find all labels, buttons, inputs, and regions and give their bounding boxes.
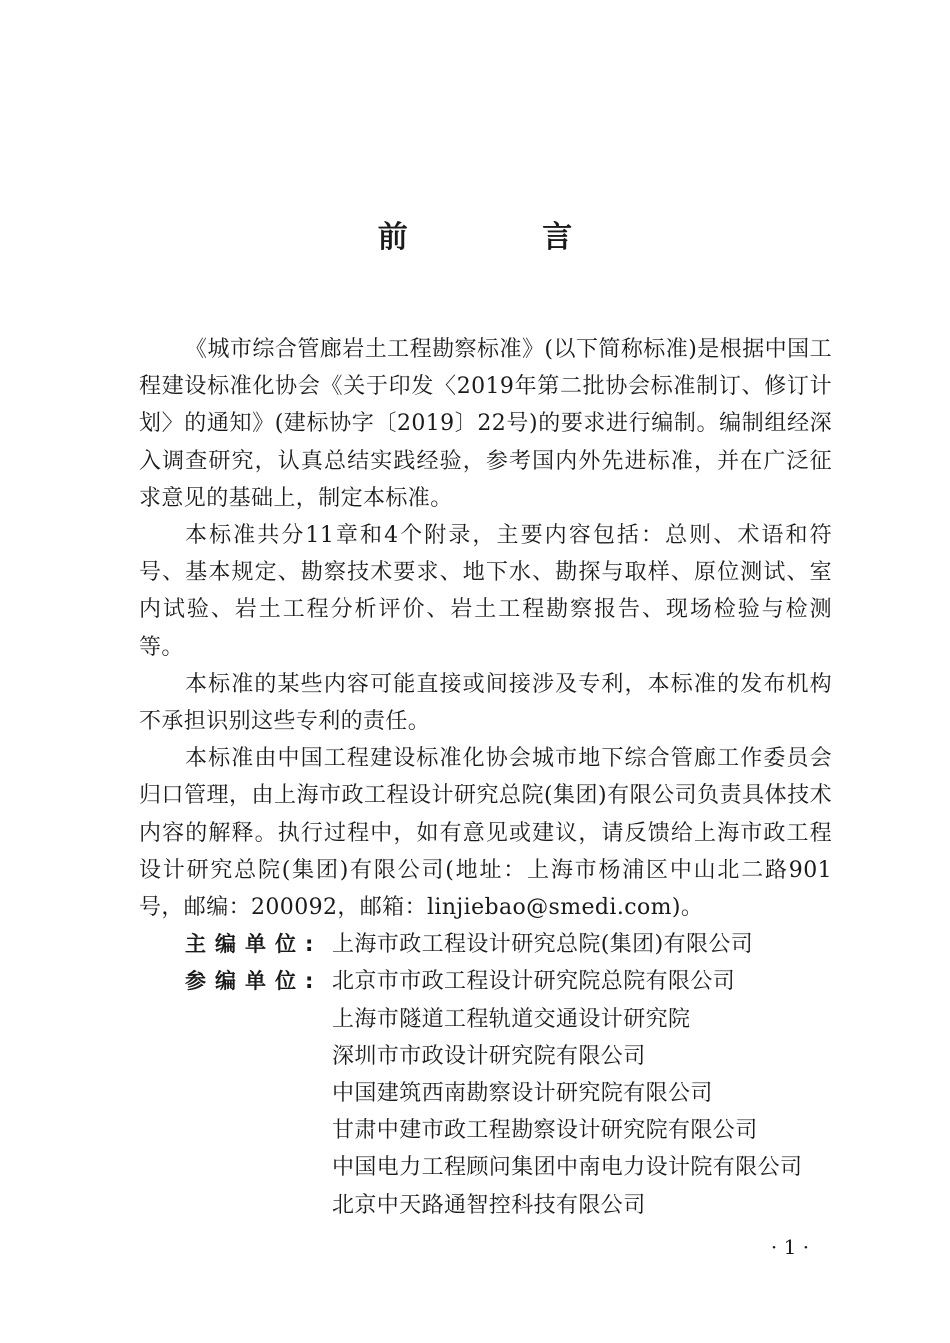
foreword-body	[139, 331, 832, 1224]
page-title: 前 言	[377, 220, 635, 255]
paragraph-origin: 《城市综合管廊岩土工程勘察标准》(以下简称标准)是根据中国工程建设标准化协会《关于印发〈2019年第二批协会标准制订、修订计划〉的通知》(建标协字〔2019〕22号)的要求进行编制。编制组经深入调查研究，认真总结实践经验，参考国内外先进标准，并在广泛征求意见的基础上，制定本标准。	[139, 337, 832, 511]
paragraph-patent: 本标准的某些内容可能直接或间接涉及专利，本标准的发布机构不承担识别这些专利的责任。	[139, 671, 832, 735]
participant-unit: 上海市隧道工程轨道交通设计研究院	[332, 1006, 691, 1032]
chief-editor-row	[139, 926, 832, 963]
participant-unit: 甘肃中建市政工程勘察设计研究院有限公司	[332, 1118, 758, 1144]
participant-unit: 中国电力工程顾问集团中南电力设计院有限公司	[332, 1155, 803, 1181]
participant-unit: 北京中天路通智控科技有限公司	[332, 1192, 646, 1218]
participant-unit: 深圳市市政设计研究院有限公司	[332, 1043, 646, 1069]
paragraph-contents: 本标准共分11章和4个附录，主要内容包括：总则、术语和符号、基本规定、勘察技术要求、地下水、勘探与取样、原位测试、室内试验、岩土工程分析评价、岩土工程勘察报告、现场检验与检测等。	[139, 523, 832, 660]
chief-editor-label: 主编单位:	[185, 932, 323, 957]
page-number: · 1 ·	[770, 1235, 810, 1259]
editorial-credits	[139, 926, 832, 1224]
participants-row	[139, 963, 832, 1223]
participant-unit: 中国建筑西南勘察设计研究院有限公司	[332, 1081, 713, 1107]
paragraph-management: 本标准由中国工程建设标准化协会城市地下综合管廊工作委员会归口管理，由上海市政工程设计研究总院(集团)有限公司负责具体技术内容的解释。执行过程中，如有意见或建议，请反馈给上海市政工程设计研究总院(集团)有限公司(地址：上海市杨浦区中山北二路901号，邮编：200092，邮箱：linjiebao@smedi.com)。	[139, 746, 832, 921]
participant-list	[332, 963, 832, 1223]
participant-unit: 北京市市政工程设计研究院总院有限公司	[332, 969, 736, 995]
chief-editor-values	[332, 926, 832, 963]
participant-label: 参编单位:	[185, 969, 323, 994]
chief-editor-unit: 上海市政工程设计研究总院(集团)有限公司	[332, 932, 754, 958]
